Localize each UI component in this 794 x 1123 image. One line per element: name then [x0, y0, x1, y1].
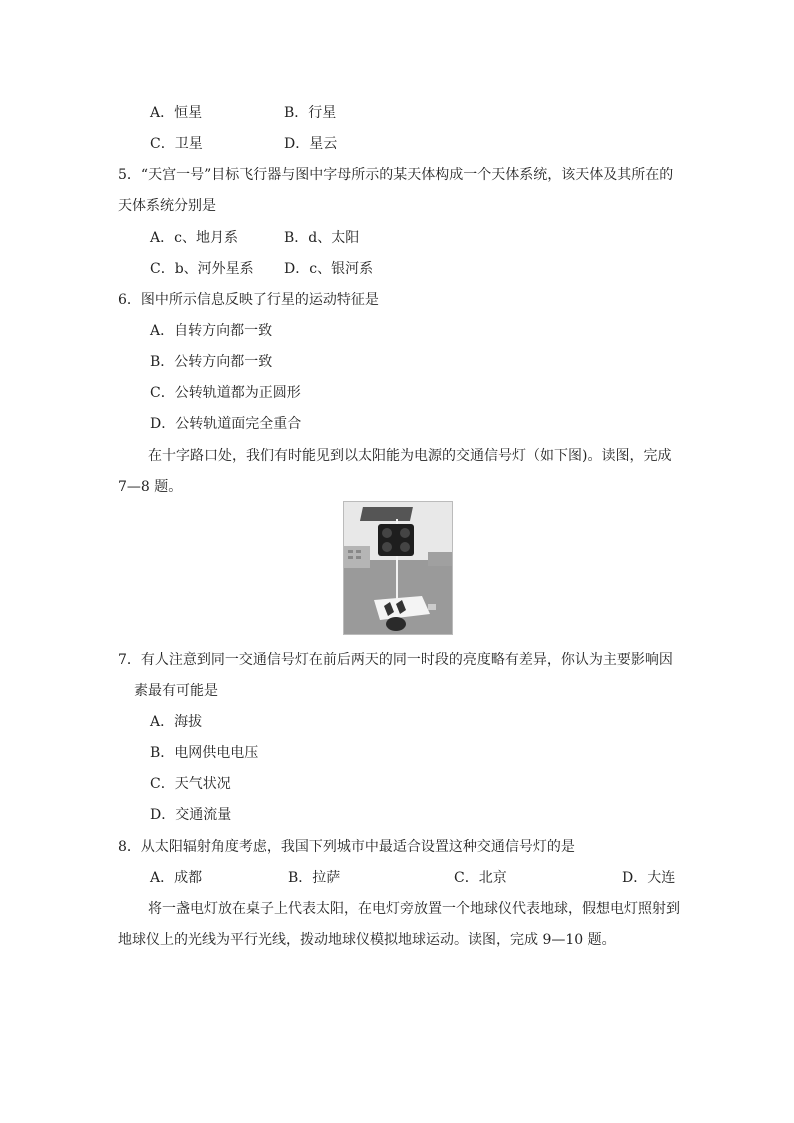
q4-option-b: B．行星 — [284, 105, 337, 121]
q6-option-d: D．公转轨道面完全重合 — [150, 416, 302, 432]
q8-option-a: A．成都 — [150, 870, 203, 886]
q5-stem-line1: 5．“天宫一号”目标飞行器与图中字母所示的某天体构成一个天体系统，该天体及其所在的 — [118, 167, 674, 183]
passage2-line1: 将一盏电灯放在桌子上代表太阳，在电灯旁放置一个地球仪代表地球，假想电灯照射到 — [148, 901, 680, 917]
q6-option-a: A．自转方向都一致 — [150, 323, 273, 339]
q5-option-b: B．d、太阳 — [284, 230, 360, 246]
q7-stem-line2: 素最有可能是 — [134, 683, 218, 699]
q4-option-d: D．星云 — [284, 136, 338, 152]
passage1-line1: 在十字路口处，我们有时能见到以太阳能为电源的交通信号灯（如下图)。读图，完成 — [148, 448, 672, 464]
q6-option-c: C．公转轨道都为正圆形 — [150, 385, 301, 401]
passage1-line2: 7—8 题。 — [118, 479, 183, 495]
q8-option-b: B．拉萨 — [288, 870, 341, 886]
passage2-line2: 地球仪上的光线为平行光线，拨动地球仪模拟地球运动。读图，完成 9—10 题。 — [118, 932, 616, 948]
q8-option-c: C．北京 — [454, 870, 507, 886]
q4-option-a: A．恒星 — [150, 105, 203, 121]
solar-traffic-light-photo — [343, 501, 453, 635]
q5-option-d: D．c、银河系 — [284, 261, 374, 277]
q5-stem-line2: 天体系统分别是 — [118, 198, 216, 214]
q5-option-c: C．b、河外星系 — [150, 261, 254, 277]
traffic-light-illustration — [344, 502, 452, 634]
q8-stem: 8．从太阳辐射角度考虑，我国下列城市中最适合设置这种交通信号灯的是 — [118, 839, 575, 855]
q7-stem-line1: 7．有人注意到同一交通信号灯在前后两天的同一时段的亮度略有差异，你认为主要影响因 — [118, 652, 673, 668]
q7-option-b: B．电网供电电压 — [150, 745, 259, 761]
q6-option-b: B．公转方向都一致 — [150, 354, 273, 370]
q8-option-d: D．大连 — [622, 870, 676, 886]
q6-stem: 6．图中所示信息反映了行星的运动特征是 — [118, 292, 379, 308]
q4-option-c: C．卫星 — [150, 136, 203, 152]
q7-option-c: C．天气状况 — [150, 776, 231, 792]
q5-option-a: A．c、地月系 — [150, 230, 238, 246]
q7-option-d: D．交通流量 — [150, 807, 232, 823]
q7-option-a: A．海拔 — [150, 714, 203, 730]
